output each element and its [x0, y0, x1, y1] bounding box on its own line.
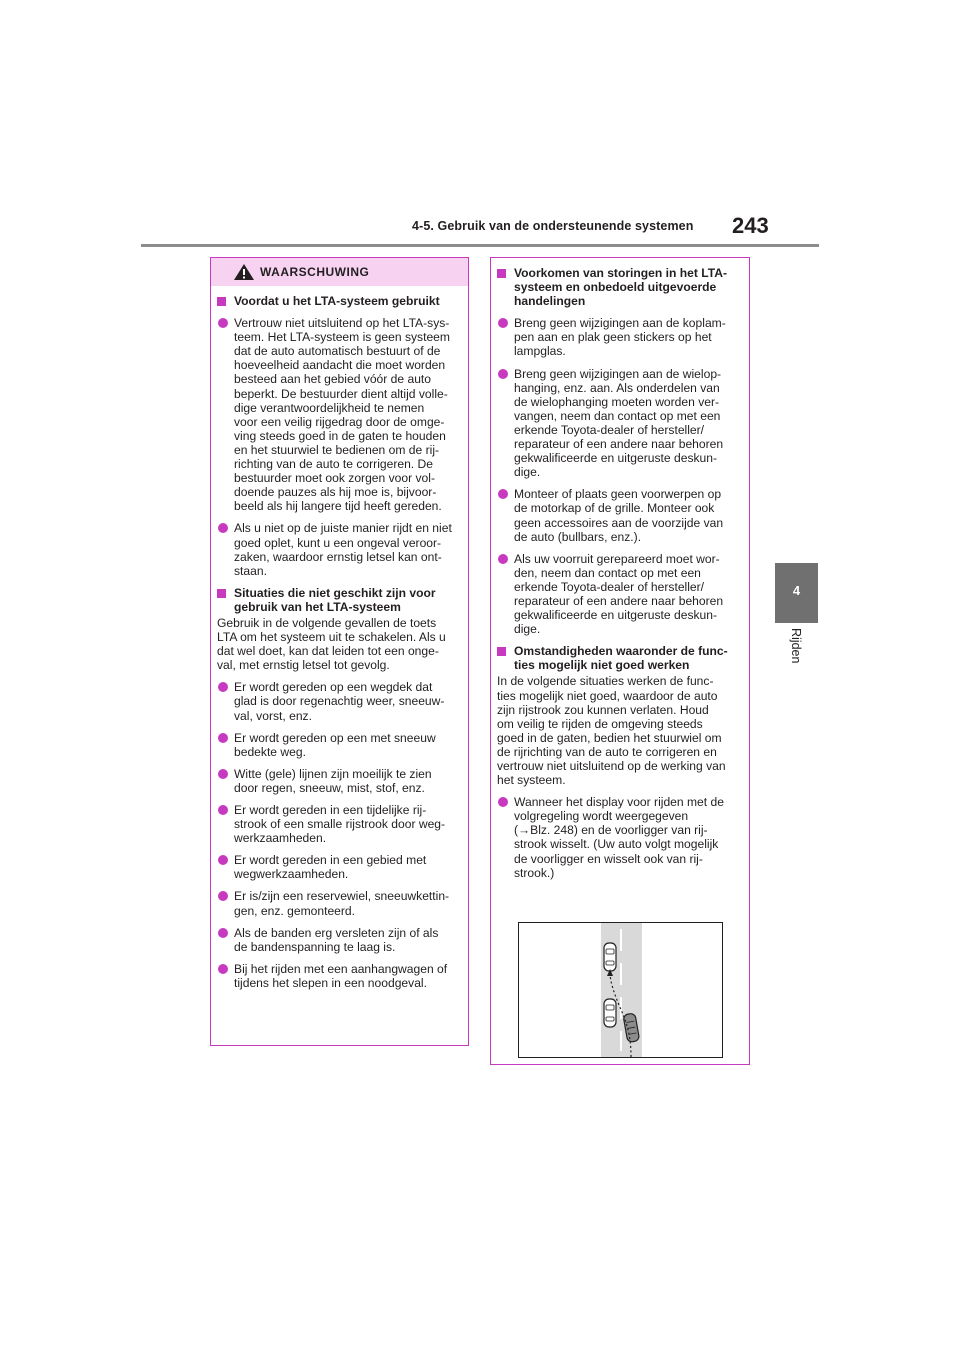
- oncoming-car-icon: [604, 999, 616, 1027]
- chapter-number: 4: [792, 583, 801, 598]
- warning-header: [211, 258, 468, 286]
- section-heading: Voorkomen van storingen in het LTA- systeem en onbedoeld uitgevoerde handelingen: [497, 266, 743, 308]
- square-bullet-icon: [217, 297, 226, 306]
- left-content: [211, 294, 468, 990]
- preceding-car-icon: [604, 943, 616, 971]
- bullet-item: Er wordt gereden op een wegdek dat glad is door regenachtig weer, sneeuw- val, vorst, enz.: [217, 680, 462, 722]
- section-intro: Gebruik in de volgende gevallen de toets LTA om het systeem uit te schakelen. Als u dat wel doet, kan dat leiden tot een onge- val, met ernstig letsel tot gevolg.: [217, 615, 446, 673]
- circle-bullet-icon: [218, 891, 228, 901]
- chapter-label: Rijden: [789, 628, 803, 664]
- circle-bullet-icon: [218, 855, 228, 865]
- section-heading: Omstandigheden waaronder de func- ties mogelijk niet goed werken: [497, 644, 743, 672]
- bullet-item: Als de banden erg versleten zijn of als de bandenspanning te laag is.: [217, 926, 462, 954]
- bullet-item: Er is/zijn een reservewiel, sneeuwkettin- gen, enz. gemonteerd.: [217, 889, 462, 917]
- chapter-tab: [775, 563, 818, 623]
- square-bullet-icon: [217, 589, 226, 598]
- circle-bullet-icon: [218, 682, 228, 692]
- circle-bullet-icon: [498, 489, 508, 499]
- header-rule: [141, 244, 819, 247]
- page-number: 243: [732, 213, 769, 238]
- bullet-item: Breng geen wijzigingen aan de koplam- pen aan en plak geen stickers op het lampglas.: [497, 316, 743, 358]
- circle-bullet-icon: [218, 769, 228, 779]
- circle-bullet-icon: [498, 318, 508, 328]
- warning-box: [210, 257, 469, 1046]
- bullet-item: Als uw voorruit gerepareerd moet wor- den, neem dan contact op met een erkende Toyota-dealer of hersteller/ reparateur of een andere naar behoren gekwalificeerde en uitgeruste deskun- dige.: [497, 552, 743, 637]
- bullet-item: Bij het rijden met een aanhangwagen of tijdens het slepen in een noodgeval.: [217, 962, 462, 990]
- circle-bullet-icon: [218, 523, 228, 533]
- bullet-item: Als u niet op de juiste manier rijdt en niet goed oplet, kunt u een ongeval veroor- zaken, waardoor ernstig letsel kan ont- staan.: [217, 521, 462, 577]
- right-content: [491, 258, 749, 880]
- bullet-item: Er wordt gereden in een gebied met wegwerkzaamheden.: [217, 853, 462, 881]
- bullet-item: Vertrouw niet uitsluitend op het LTA-sys- teem. Het LTA-systeem is geen systeem dat de auto automatisch bestuurt of de hoeveelheid aandacht die moet worden besteed aan het gebied vóór de auto beperkt. De bestuurder dient altijd volle- dige verantwoordelijkheid te nemen voor een veilig rijgedrag door de omge- ving steeds goed in de gaten te houden en het stuurwiel te bedienen om de rij- richting van de auto te corrigeren. De bestuurder moet ook zorgen voor vol- doende pauzes als hij moe is, bijvoor- beeld als hij langere tijd heeft gereden.: [217, 316, 462, 513]
- circle-bullet-icon: [498, 797, 508, 807]
- bullet-item: Witte (gele) lijnen zijn moeilijk te zien door regen, sneeuw, mist, stof, enz.: [217, 767, 462, 795]
- bullet-item: Wanneer het display voor rijden met de volgregeling wordt weergegeven (→Blz. 248) en de voorligger van rij- strook wisselt. (Uw auto volgt mogelijk de voorligger en wisselt ook van rij- strook.): [497, 795, 743, 880]
- circle-bullet-icon: [218, 928, 228, 938]
- section-heading: Situaties die niet geschikt zijn voor gebruik van het LTA-systeem: [217, 586, 462, 614]
- warning-title: WAARSCHUWING: [260, 265, 370, 279]
- circle-bullet-icon: [498, 554, 508, 564]
- bullet-item: Er wordt gereden op een met sneeuw bedekte weg.: [217, 731, 462, 759]
- section-intro: In de volgende situaties werken de func- ties mogelijk niet goed, waardoor de auto zijn rijstrook zou kunnen verlaten. Houd om veilig te rijden de omgeving steeds goed in de gaten, bedien het stuurwiel om de rijrichting van de auto te corrigeren en vertrouw niet uitsluitend op de werking van het systeem.: [497, 674, 726, 788]
- circle-bullet-icon: [218, 318, 228, 328]
- warning-triangle-icon: [233, 263, 255, 281]
- lane-change-diagram: [518, 922, 723, 1058]
- header-title: 4-5. Gebruik van de ondersteunende systemen: [412, 219, 694, 233]
- circle-bullet-icon: [218, 964, 228, 974]
- info-box: [490, 257, 750, 1065]
- bullet-item: Breng geen wijzigingen aan de wielop- hanging, enz. aan. Als onderdelen van de wielophanging moeten worden ver- vangen, neem dan contact op met een erkende Toyota-dealer of hersteller/ reparateur of een andere naar behoren gekwalificeerde en uitgeruste deskun- dige.: [497, 367, 743, 480]
- circle-bullet-icon: [218, 733, 228, 743]
- bullet-item: Er wordt gereden in een tijdelijke rij- strook of een smalle rijstrook door weg- werkzaamheden.: [217, 803, 462, 845]
- circle-bullet-icon: [498, 369, 508, 379]
- section-heading: Voordat u het LTA-systeem gebruikt: [217, 294, 462, 308]
- bullet-item: Monteer of plaats geen voorwerpen op de motorkap of de grille. Monteer ook geen accessoires aan de voorzijde van de auto (bullbars, enz.).: [497, 487, 743, 543]
- circle-bullet-icon: [218, 805, 228, 815]
- square-bullet-icon: [497, 647, 506, 656]
- square-bullet-icon: [497, 269, 506, 278]
